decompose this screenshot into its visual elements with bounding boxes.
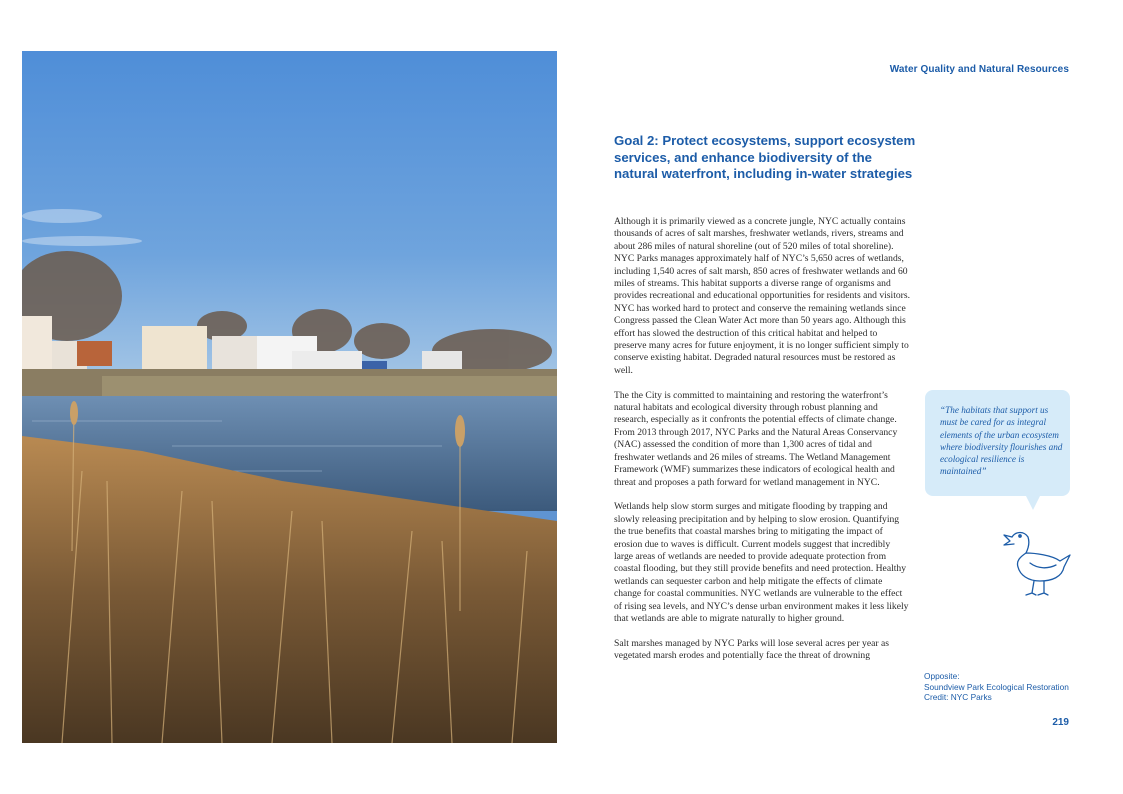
body-text (614, 216, 911, 675)
page-number: 219 (1052, 717, 1069, 728)
photo-caption (924, 671, 1074, 703)
caption-credit: Credit: NYC Parks (924, 692, 992, 703)
caption-title: Soundview Park Ecological Restoration (924, 681, 1069, 692)
quote-text: “The habitats that support us must be cared for as integral elements of the urban ecosystem where biodiversity flourishes and ecological resilience is maintained” (940, 405, 1063, 477)
quote-bubble (925, 390, 1070, 496)
goal-heading: Goal 2: Protect ecosystems, support ecosystem services, and enhance biodiversity of the natural waterfront, including in-water strategies (614, 133, 916, 182)
section-header: Water Quality and Natural Resources (889, 64, 1069, 75)
wetland-photo (22, 51, 557, 743)
body-paragraph: Salt marshes managed by NYC Parks will lose several acres per year as vegetated marsh erodes and potentially face the threat of drowning (614, 637, 889, 662)
caption-label: Opposite: (924, 671, 960, 681)
body-paragraph: The the City is committed to maintaining and restoring the waterfront’s natural habitats and ecological diversity through robust planning and research, especially as it confronts the potential effects of climate change. From 2013 through 2017, NYC Parks and the Natural Areas Conservancy (NAC) assessed the condition of more than 1,300 acres of tidal and freshwater wetlands and 26 miles of streams. The Wetland Management Framework (WMF) summarizes these indicators of ecological health and threat and proposes a path forward for wetland management in NYC. (614, 389, 898, 488)
body-paragraph: Although it is primarily viewed as a concrete jungle, NYC actually contains thousands of acres of salt marshes, freshwater wetlands, rivers, streams and about 286 miles of natural shoreline (out of 520 miles of total shoreline). NYC Parks manages approximately half of NYC’s 5,650 acres of wetlands, including 1,540 acres of salt marsh, 850 acres of freshwater wetlands and 60 miles of streams. This habitat supports a diverse range of organisms and provides recreational and educational opportunities for residents and visitors. NYC has worked hard to protect and conserve the remaining wetlands since Congress passed the Clean Water Act more than 50 years ago. Although this effort has slowed the destruction of this critical habitat and helped to preserve many acres for future enjoyment, it is no longer sufficient simply to conserve existing habitat. Degraded natural resources must be restored as well. (614, 216, 910, 376)
seagull-icon (1000, 525, 1074, 601)
body-paragraph: Wetlands help slow storm surges and mitigate flooding by trapping and slowly releasing precipitation and by helping to slow erosion. Quantifying the true benefits that coastal marshes bring to mitigating the impact of erosion due to waves is difficult. Current models suggest that incredibly large areas of wetlands are needed to provide adequate protection from coastal flooding, but they still provide benefits and need protection. Healthy wetlands can sequester carbon and help mitigate the effects of climate change for coastal communities. NYC wetlands are vulnerable to the effect of rising sea levels, and NYC’s dense urban environment makes it less likely that wetlands are able to migrate naturally to higher ground. (614, 501, 909, 624)
